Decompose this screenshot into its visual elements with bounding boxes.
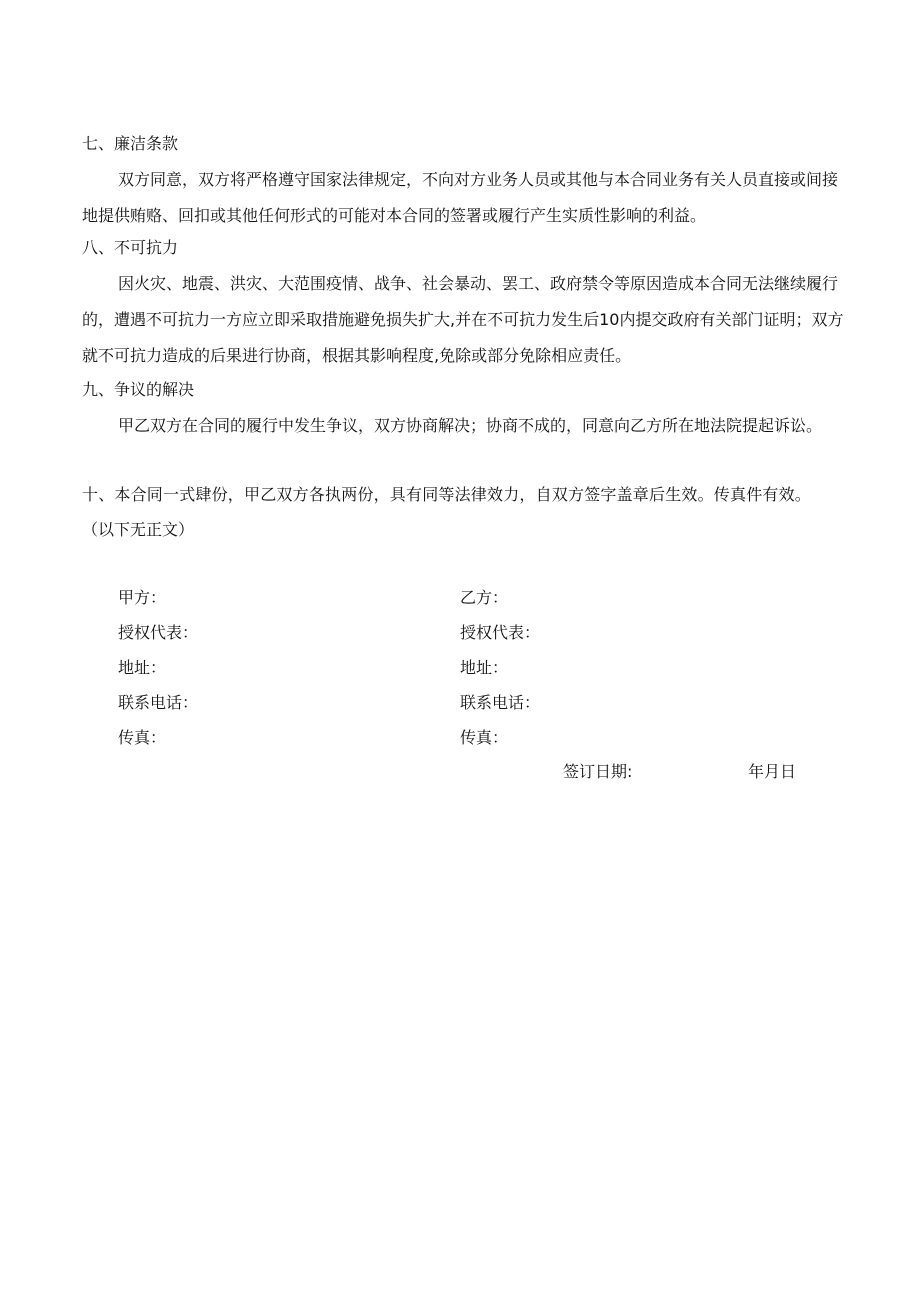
section-7-body: 双方同意，双方将严格遵守国家法律规定，不向对方业务人员或其他与本合同业务有关人员直接或间接地提供贿赂、回扣或其他任何形式的可能对本合同的签署或履行产生实质性影响的利益。 [82, 170, 839, 225]
party-a-rep-label: 授权代表： [118, 623, 199, 642]
party-a-name-label: 甲方： [118, 588, 167, 607]
section-9-heading: 九、争议的解决 [82, 380, 195, 399]
section-9-body: 甲乙双方在合同的履行中发生争议，双方协商解决；协商不成的，同意向乙方所在地法院提起诉讼。 [118, 416, 823, 435]
party-a-fax-label: 传真： [118, 728, 167, 747]
end-of-text-note: （以下无正文） [82, 520, 195, 539]
signing-date-suffix: 年月日 [748, 762, 797, 781]
section-7-heading: 七、廉洁条款 [82, 134, 179, 153]
section-10-text: 十、本合同一式肆份，甲乙双方各执两份，具有同等法律效力，自双方签字盖章后生效。传真件有效。 [82, 485, 812, 504]
party-b-address-label: 地址： [460, 658, 509, 677]
party-b-fax-label: 传真： [460, 728, 509, 747]
party-a-phone-label: 联系电话： [118, 693, 199, 712]
section-8-heading: 八、不可抗力 [82, 238, 179, 257]
party-a-address-label: 地址： [118, 658, 167, 677]
section-8-body: 因火灾、地震、洪灾、大范围疫情、战争、社会暴动、罢工、政府禁令等原因造成本合同无法继续履行的，遭遇不可抗力一方应立即采取措施避免损失扩大,并在不可抗力发生后10内提交政府有关部门证明；双方就不可抗力造成的后果进行协商，根据其影响程度,免除或部分免除相应责任。 [82, 274, 844, 365]
party-b-rep-label: 授权代表： [460, 623, 541, 642]
signing-date-label: 签订日期: [563, 762, 633, 781]
party-b-name-label: 乙方： [460, 588, 509, 607]
party-b-phone-label: 联系电话： [460, 693, 541, 712]
